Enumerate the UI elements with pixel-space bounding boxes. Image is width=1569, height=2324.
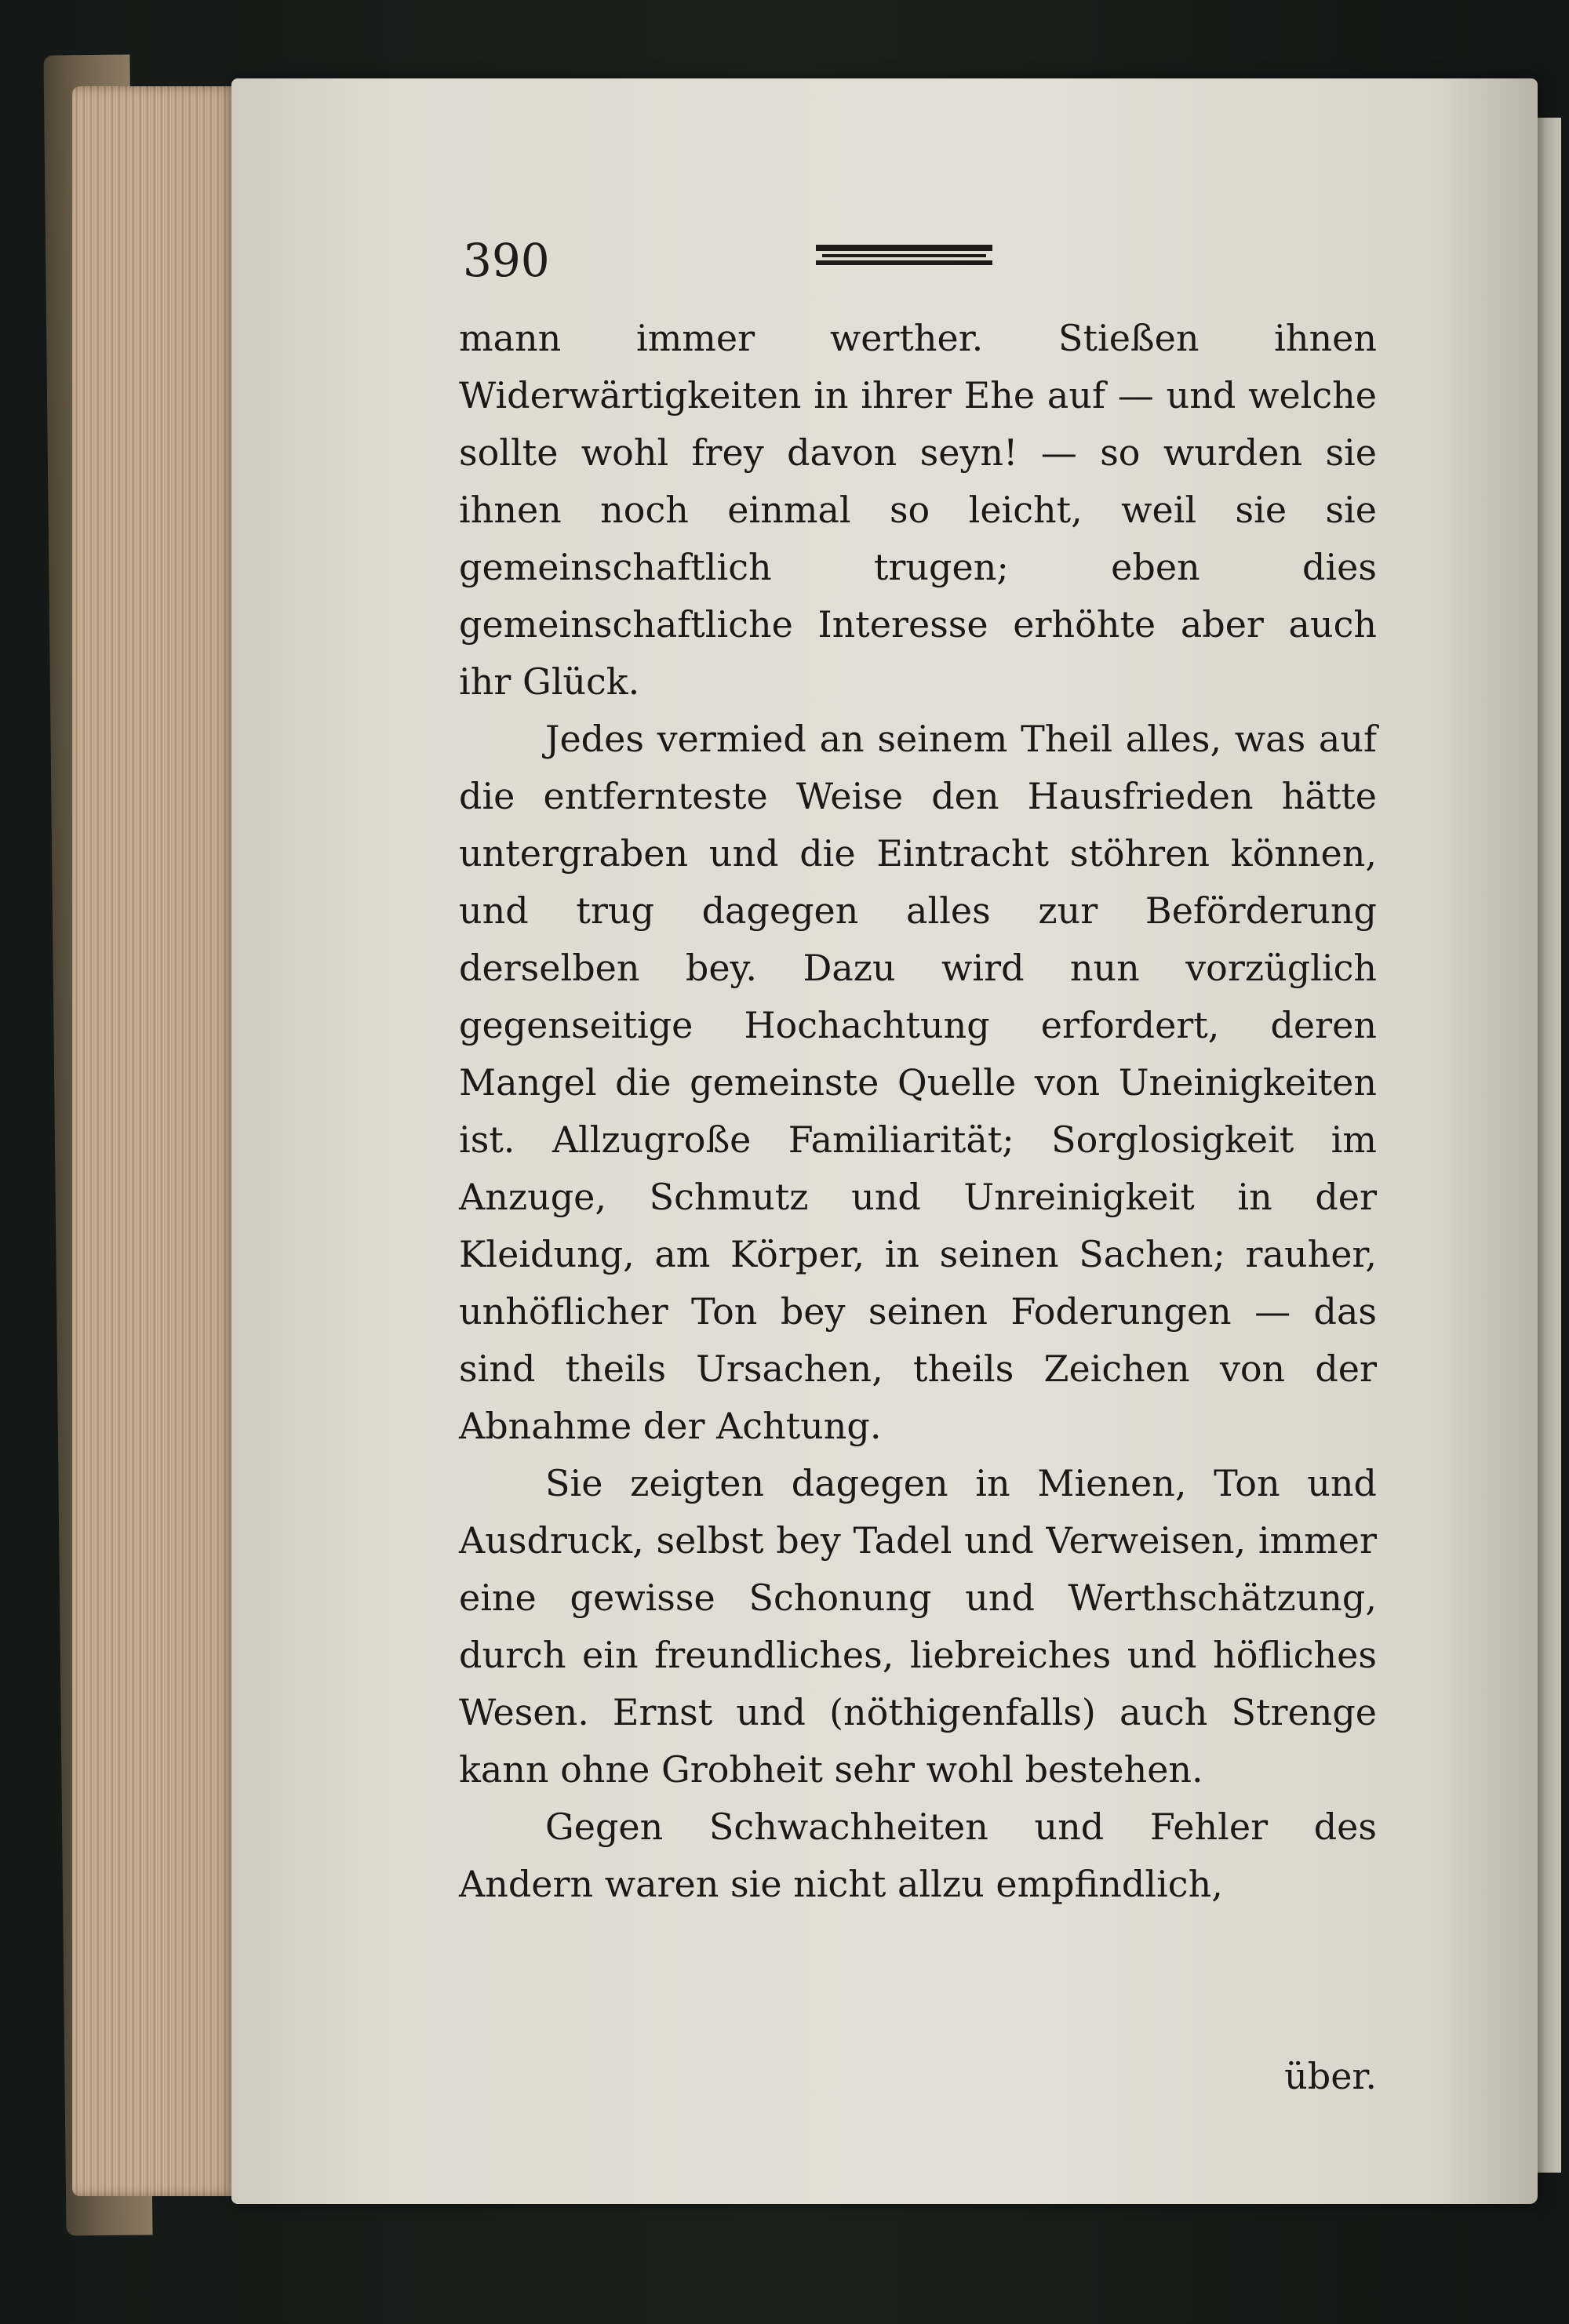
- page-edges: [72, 86, 253, 2196]
- body-text: [459, 310, 1377, 1913]
- page-number: 390: [463, 234, 550, 287]
- paragraph-4: Gegen Schwachheiten und Fehler des Andern waren sie nicht allzu empfindlich,: [459, 1806, 1377, 1905]
- paragraph-1: mann immer werther. Stießen ihnen Widerwärtigkeiten in ihrer Ehe auf — und welche sollte wohl frey davon seyn! — so wurden sie ihnen noch einmal so leicht, weil sie sie gemeinschaftlich trugen; eben dies gemeinschaftliche Interesse erhöhte aber auch ihr Glück.: [459, 317, 1377, 703]
- catchword: über.: [1284, 2055, 1377, 2097]
- header-ornament-icon: [816, 245, 992, 265]
- paragraph-3: Sie zeigten dagegen in Mienen, Ton und Ausdruck, selbst bey Tadel und Verweisen, immer eine gewisse Schonung und Werthschätzung, durch ein freundliches, liebreiches und höfliches Wesen. Ernst und (nöthigenfalls) auch Strenge kann ohne Grobheit sehr wohl bestehen.: [459, 1462, 1377, 1791]
- paragraph-2: Jedes vermied an seinem Theil alles, was auf die entfernteste Weise den Hausfrieden hätte untergraben und die Eintracht stöhren können, und trug dagegen alles zur Beförderung derselben bey. Dazu wird nun vorzüglich gegenseitige Hochachtung erfordert, deren Mangel die gemeinste Quelle von Uneinigkeiten ist. Allzugroße Familiarität; Sorglosigkeit im Anzuge, Schmutz und Unreinigkeit in der Kleidung, am Körper, in seinen Sachen; rauher, unhöflicher Ton bey seinen Foderungen — das sind theils Ursachen, theils Zeichen von der Abnahme der Achtung.: [459, 718, 1377, 1447]
